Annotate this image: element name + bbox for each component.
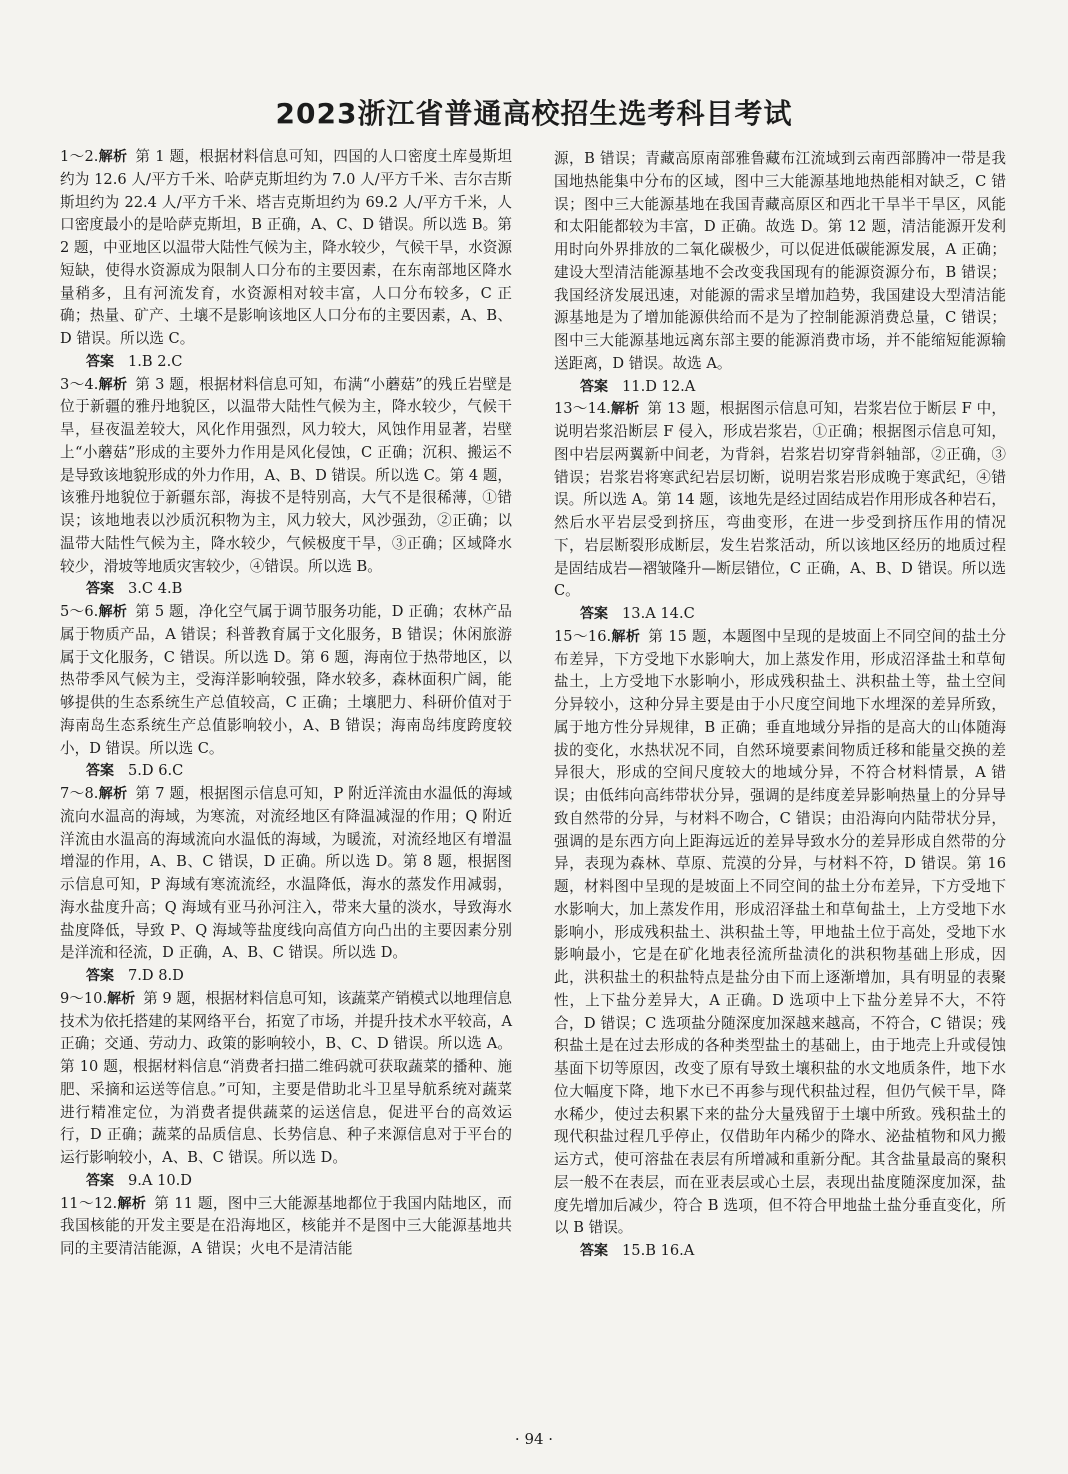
question-block-continued [554,148,1006,376]
answer-line [60,965,512,988]
question-range: 3～4. [60,375,99,393]
answer-label: 答案 [580,1243,608,1259]
question-range: 15～16. [554,627,612,645]
analysis-label: 解析 [610,401,640,418]
answer-text: 3.C 4.B [128,580,183,598]
question-block [554,626,1006,1240]
answer-text: 1.B 2.C [128,352,183,370]
question-range: 13～14. [554,400,611,418]
answer-text: 9.A 10.D [128,1171,193,1189]
question-range: 5～6. [60,603,99,620]
answer-label: 答案 [86,353,114,370]
right-column [554,148,1006,1263]
answer-text: 7.D 8.D [128,967,184,984]
analysis-text: 源，B 错误；青藏高原南部雅鲁藏布江流域到云南西部腾冲一带是我国地热能集中分布的区域，图中三大能源基地地热能相对缺乏，C 错误；图中三大能源基地在我国青藏高原区和西北干旱半干旱区，风能和太阳能都较为丰富，D 正确。故选 D。第 12 题，清洁能源开发利用时向外界排放的二氧化碳极少，可以促进低碳能源发展，A 正确；建设大型清洁能源基地不会改变我国现有的能源资源分布，B 错误；我国经济发展迅速，对能源的需求呈增加趋势，我国建设大型清洁能源基地是为了增加能源供给而不是为了控制能源消费总量，C 错误；图中三大能源基地远离东部主要的能源消费市场，并不能缩短能源输送距离，D 错误。故选 A。 [554,150,1006,372]
answer-text: 5.D 6.C [128,762,184,780]
answer-label: 答案 [580,606,608,622]
analysis-label: 解析 [107,990,136,1007]
analysis-label: 解析 [98,376,128,393]
answer-text: 15.B 16.A [622,1242,695,1259]
question-block [60,783,512,965]
analysis-label: 解析 [98,604,128,620]
answer-line [60,1170,512,1193]
question-range: 7～8. [60,785,99,802]
analysis-text: 第 7 题，根据图示信息可知，P 附近洋流由水温低的海域流向水温高的海域，为寒流，对流经地区有降温减湿的作用；Q 附近洋流由水温高的海域流向水温低的海域，为暖流，对流经地区有增温增湿的作用，A、B、C 错误，D 正确。所以选 D。第 8 题，根据图示信息可知，P 海域有寒流流经，水温降低，海水的蒸发作用减弱，海水盐度升高；Q 海域有亚马孙河注入，带来大量的淡水，导致海水盐度降低，导致 P、Q 海域等盐度线向高值方向凸出的主要因素分别是洋流和径流，D 正确，A、B、C 错误。所以选 D。 [60,785,512,962]
answer-line [60,578,512,601]
left-column [60,146,512,1261]
answer-label: 答案 [86,581,114,598]
answer-line [554,376,1006,399]
question-block [554,398,1006,603]
analysis-label: 解析 [98,786,128,802]
answer-line [60,351,512,374]
answer-label: 答案 [86,1172,114,1189]
question-block [60,146,512,351]
answer-label: 答案 [580,378,608,395]
question-range: 9～10. [60,989,108,1007]
analysis-label: 解析 [98,149,128,165]
answer-label: 答案 [86,968,114,984]
question-range: 11～12. [60,1194,118,1212]
answer-line [554,1240,1006,1263]
page-title: 2023浙江省普通高校招生选考科目考试 [275,97,793,130]
answer-label: 答案 [86,763,114,780]
answer-text: 11.D 12.A [622,377,696,395]
page-number: · 94 · [514,1430,554,1448]
answer-line [60,760,512,783]
answer-text: 13.A 14.C [622,605,695,622]
analysis-text: 第 15 题，本题图中呈现的是坡面上不同空间的盐土分布差异，下方受地下水影响大，加上蒸发作用，形成沼泽盐土和草甸盐土，上方受地下水影响小，形成残积盐土、洪积盐土等，盐土空间分异较小，这种分异主要是由于小尺度空间地下水埋深的差异所致，属于地方性分异规律，B 正确；垂直地域分异指的是高大的山体随海拔的变化，水热状况不同，自然环境要素间物质迁移和能量交换的差异很大，形成的空间尺度较大的地域分异，不符合材料情景，A 错误；由低纬向高纬带状分异，强调的是纬度差异影响热量上的分异导致自然带的分异，与材料不吻合，C 错误；由沿海向内陆带状分异，强调的是东西方向上距海远近的差异导致水分的差异形成自然带的分异，表现为森林、草原、荒漠的分异，与材料不符，D 错误。第 16 题，材料图中呈现的是坡面上不同空间的盐土分布差异，下方受地下水影响大，加上蒸发作用，形成沼泽盐土和草甸盐土，上方受地下水影响小，形成残积盐土、洪积盐土等，甲地盐土位于高处，受地下水影响最小，它是在矿化地表径流所盐渍化的洪积物基础上形成，因此，洪积盐土的积盐特点是盐分由下而上逐渐增加，具有明显的表聚性，上下盐分差异大，A 正确。D 选项中上下盐分差异不大，不符合，D 错误；C 选项盐分随深度加深越来越高，不符合，C 错误；残积盐土是在过去形成的各种类型盐土的基础上，由于地壳上升或侵蚀基面下切等原因，改变了原有导致土壤积盐的水文地质条件，地下水位大幅度下降，地下水已不再参与现代积盐过程，但仍气候干旱，降水稀少，使过去积累下来的盐分大量残留于土壤中所致。残积盐土的现代积盐过程几乎停止，仅借助年内稀少的降水、泌盐植物和风力搬运方式，使可溶盐在表层有所增减和重新分配。其含盐量最高的聚积层一般不在表层，而在亚表层或心土层，表现出盐度随深度加深，盐度先增加后减少，符合 B 选项，但不符合甲地盐土盐分垂直变化，所以 B 错误。 [554,627,1007,1237]
analysis-text: 第 9 题，根据材料信息可知，该蔬菜产销模式以地理信息技术为依托搭建的某网络平台，拓宽了市场，并提升技术水平较高，A 正确；交通、劳动力、政策的影响较小，B、C、D 错误。所以选 A。第 10 题，根据材料信息“消费者扫描二维码就可获取蔬菜的播种、施肥、采摘和运送等信息。”可知，主要是借助北斗卫星导航系统对蔬菜进行精准定位，为消费者提供蔬菜的运送信息，促进平台的高效运行，D 正确；蔬菜的品质信息、长势信息、种子来源信息对于平台的运行影响较小，A、B、C 错误。所以选 D。 [60,989,512,1166]
analysis-text: 第 3 题，根据材料信息可知，布满“小蘑菇”的残丘岩壁是位于新疆的雅丹地貌区，以温带大陆性气候为主，降水较少，气候干旱，昼夜温差较大，风化作用强烈，风力较大，风蚀作用显著，岩壁上“小蘑菇”形成的主要外力作用是风化侵蚀，C 正确；沉积、搬运不是导致该地貌形成的外力作用，A、B、D 错误。所以选 C。第 4 题，该雅丹地貌位于新疆东部，海拔不是特别高，大气不是很稀薄，①错误；该地地表以沙质沉积物为主，风力较大，风沙强劲，②正确；以温带大陆性气候为主，降水较少，气候极度干旱，③正确；区域降水较少，滑坡等地质灾害较少，④错误。所以选 B。 [60,375,512,575]
analysis-text: 第 13 题，根据图示信息可知，岩浆岩位于断层 F 中，说明岩浆沿断层 F 侵入，形成岩浆岩，①正确；根据图示信息可知，图中岩层两翼新中间老，为背斜，岩浆岩切穿背斜轴部，②正确，③错误；岩浆岩将寒武纪岩层切断，说明岩浆岩形成晚于寒武纪，④错误。所以选 A。第 14 题，该地先是经过固结成岩作用形成各种岩石，然后水平岩层受到挤压，弯曲变形，在进一步受到挤压作用的情况下，岩层断裂形成断层，发生岩浆活动，所以该地区经历的地质过程是固结成岩—褶皱隆升—断层错位，C 正确，A、B、D 错误。所以选 C。 [554,400,1006,600]
analysis-label: 解析 [611,628,641,645]
question-block [60,601,512,760]
question-block [60,1193,512,1261]
answer-line [554,603,1006,626]
analysis-label: 解析 [117,1195,147,1212]
question-block [60,988,512,1170]
analysis-text: 第 11 题，图中三大能源基地都位于我国内陆地区，而我国核能的开发主要是在沿海地区，核能并不是图中三大能源基地共同的主要清洁能源，A 错误；火电不是清洁能 [60,1194,513,1257]
question-block [60,374,512,579]
question-range: 1～2. [60,148,99,165]
analysis-text: 第 5 题，净化空气属于调节服务功能，D 正确；农林产品属于物质产品，A 错误；科普教育属于文化服务，B 错误；休闲旅游属于文化服务，C 错误。所以选 D。第 6 题，海南位于热带地区，以热带季风气候为主，受海洋影响较强，降水较多，森林面积广阔，能够提供的生态系统生产总值较高，C 正确；土壤肥力、科研价值对于海南岛生态系统生产总值影响较小，A、B 错误；海南岛纬度跨度较小，D 错误。所以选 C。 [60,603,512,757]
analysis-text: 第 1 题，根据材料信息可知，四国的人口密度土库曼斯坦约为 12.6 人/平方千米、哈萨克斯坦约为 7.0 人/平方千米、吉尔吉斯斯坦约为 22.4 人/平方千米、塔吉克斯坦约为 69.2 人/平方千米，人口密度最小的是哈萨克斯坦，B 正确，A、C、D 错误。所以选 B。第 2 题，中亚地区以温带大陆性气候为主，降水较少，气候干旱，水资源短缺，使得水资源成为限制人口分布的主要因素，在东南部地区降水量稍多，且有河流发育，水资源相对较丰富，人口分布较多，C 正确；热量、矿产、土壤不是影响该地区人口分布的主要因素，A、B、D 错误。所以选 C。 [60,148,512,347]
